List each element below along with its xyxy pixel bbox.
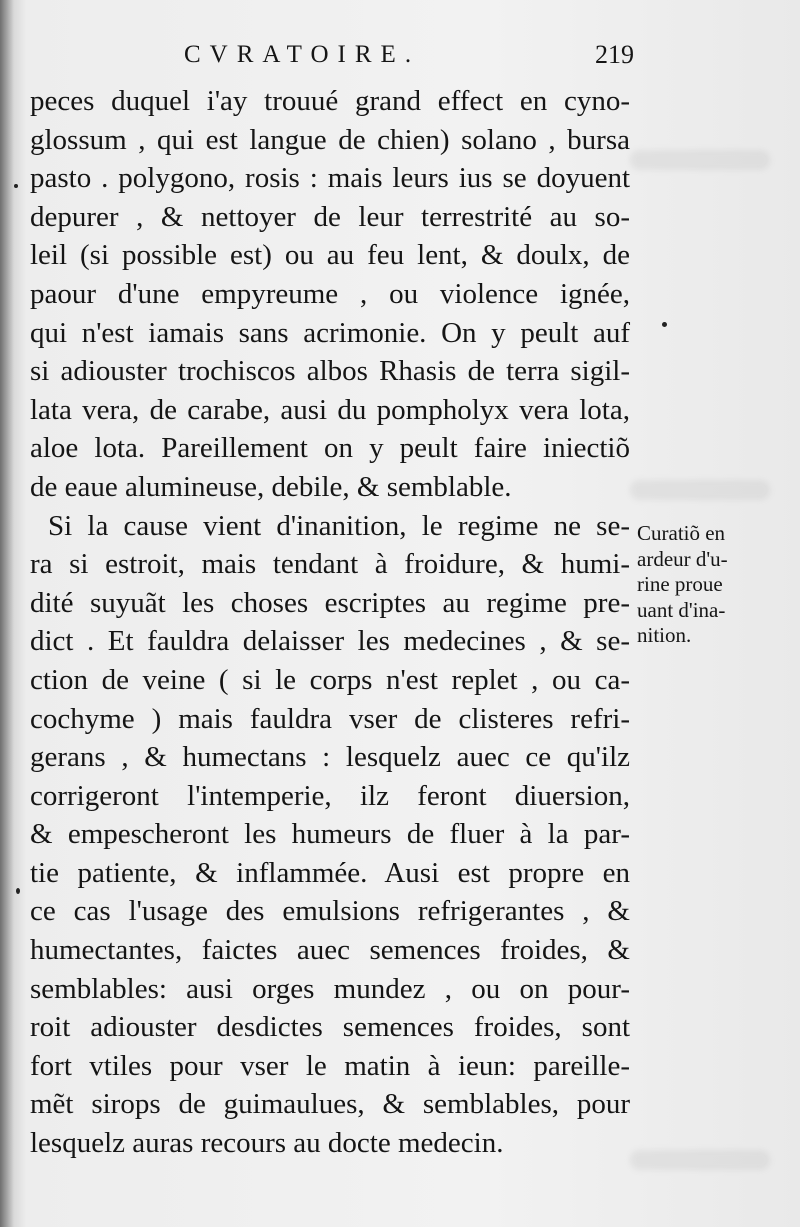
margin-note-line: uant d'ina- — [637, 597, 726, 622]
running-title: CVRATOIRE. — [184, 41, 421, 68]
text-line: semblables: ausi orges mundez , ou on pour- — [30, 972, 630, 1005]
text-line: qui n'est iamais sans acrimonie. On y peult auf — [30, 316, 630, 349]
text-line: aloe lota. Pareillement on y peult faire iniectiõ — [30, 432, 630, 465]
ink-speck — [662, 322, 667, 327]
text-line: leil (si possible est) ou au feu lent, & doulx, de — [30, 239, 630, 272]
text-line: mẽt sirops de guimaulues, & semblables, pour — [30, 1088, 630, 1121]
margin-note — [637, 521, 787, 649]
text-line: roit adiouster desdictes semences froides, sont — [30, 1011, 630, 1044]
text-line: glossum , qui est langue de chien) solano , bursa — [30, 123, 630, 156]
text-line: tie patiente, & inflammée. Ausi est propre en — [30, 856, 630, 889]
text-line: dité suyuãt les choses escriptes au regime pre- — [30, 586, 630, 619]
text-line: depurer , & nettoyer de leur terrestrité au so- — [30, 200, 630, 233]
margin-note-line: rine proue — [637, 572, 723, 596]
bleed-through-shadow — [630, 150, 770, 170]
bleed-through-shadow — [630, 1150, 770, 1170]
text-line: pasto . polygono, rosis : mais leurs ius se doyuent — [30, 162, 630, 195]
text-line: cochyme ) mais fauldra vser de clisteres refri- — [30, 702, 630, 735]
text-line: & empescheront les humeurs de fluer à la par- — [30, 818, 630, 851]
text-line: fort vtiles pour vser le matin à ieun: pareille- — [30, 1049, 630, 1082]
text-line: paour d'une empyreume , ou violence ignée, — [30, 277, 630, 310]
margin-note-line: nition. — [637, 623, 692, 647]
text-line: peces duquel i'ay trouué grand effect en cyno- — [30, 85, 630, 117]
body-text — [30, 82, 630, 1163]
ink-speck — [16, 888, 20, 894]
text-line: si adiouster trochiscos albos Rhasis de terra sigil- — [30, 355, 630, 388]
text-line: dict . Et fauldra delaisser les medecines , & se- — [30, 625, 630, 658]
text-line: lata vera, de carabe, ausi du pompholyx vera lota, — [30, 393, 630, 426]
text-line: humectantes, faictes auec semences froides, & — [30, 934, 630, 967]
ink-speck — [14, 184, 18, 188]
page-number: 219 — [595, 40, 634, 69]
text-line: lesquelz auras recours au docte medecin. — [30, 1127, 504, 1160]
margin-note-line: Curatiõ en — [637, 521, 726, 545]
bleed-through-shadow — [630, 480, 770, 500]
text-line: Si la cause vient d'inanition, le regime ne se- — [48, 509, 630, 542]
text-line: gerans , & humectans : lesquelz auec ce qu'ilz — [30, 741, 630, 774]
text-line: ction de veine ( si le corps n'est replet , ou ca- — [30, 663, 630, 696]
text-line: de eaue alumineuse, debile, & semblable. — [30, 470, 512, 503]
text-line: ce cas l'usage des emulsions refrigerantes , & — [30, 895, 630, 928]
margin-note-line: ardeur d'u- — [637, 546, 728, 571]
text-line: corrigeront l'intemperie, ilz feront diuersion, — [30, 779, 630, 812]
text-line: ra si estroit, mais tendant à froidure, & humi- — [30, 548, 630, 581]
